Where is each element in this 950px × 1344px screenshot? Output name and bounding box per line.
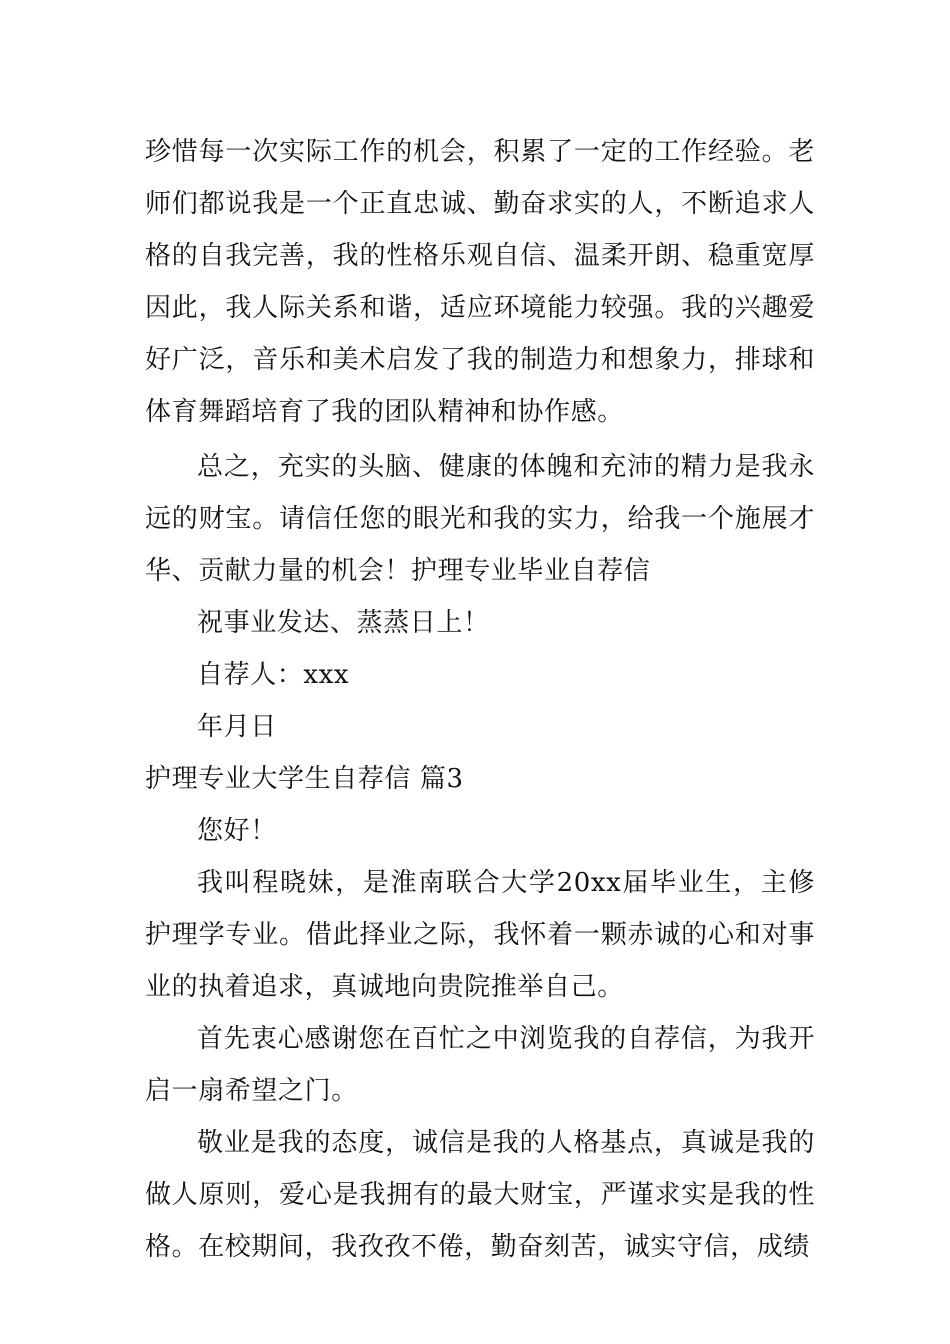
paragraph-conclusion: 总之，充实的头脑、健康的体魄和充沛的精力是我永远的财宝。请信任您的眼光和我的实力，给我一个施展才华、贡献力量的机会！护理专业毕业自荐信 — [145, 452, 815, 586]
paragraph-thanks: 首先衷心感谢您在百忙之中浏览我的自荐信，为我开启一扇希望之门。 — [145, 1024, 815, 1106]
date-line: 年月日 — [197, 712, 277, 742]
section-heading: 护理专业大学生自荐信 篇3 — [145, 764, 464, 794]
signature-line: 自荐人：xxx — [197, 660, 350, 690]
greeting: 您好！ — [197, 816, 277, 846]
paragraph-attitude: 敬业是我的态度，诚信是我的人格基点，真诚是我的做人原则，爱心是我拥有的最大财宝，严谨求实是我的性格。在校期间，我孜孜不倦，勤奋刻苦，诚实守信，成绩 — [145, 1128, 815, 1262]
document-body — [145, 126, 815, 1273]
closing-wish: 祝事业发达、蒸蒸日上！ — [197, 608, 490, 638]
paragraph-introduction: 我叫程晓妹，是淮南联合大学20xx届毕业生，主修护理学专业。借此择业之际，我怀着一颗赤诚的心和对事业的执着追求，真诚地向贵院推举自己。 — [145, 868, 815, 1002]
paragraph-experience: 珍惜每一次实际工作的机会，积累了一定的工作经验。老师们都说我是一个正直忠诚、勤奋求实的人，不断追求人格的自我完善，我的性格乐观自信、温柔开朗、稳重宽厚因此，我人际关系和谐，适应环境能力较强。我的兴趣爱好广泛，音乐和美术启发了我的制造力和想象力，排球和体育舞蹈培育了我的团队精神和协作感。 — [145, 137, 815, 427]
